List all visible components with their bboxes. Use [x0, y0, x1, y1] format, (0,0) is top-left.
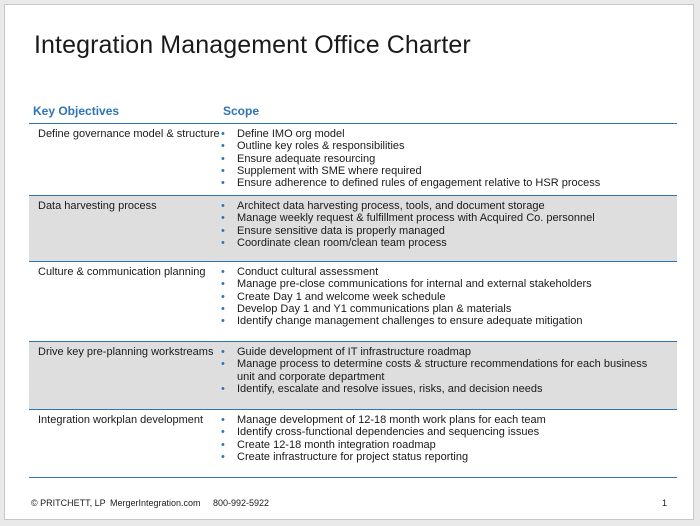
table-row [29, 342, 677, 410]
scope-item: • Define IMO org model [220, 128, 665, 140]
scope-item: • Conduct cultural assessment [220, 266, 665, 278]
charter-table [29, 103, 677, 478]
scope-item: • Guide development of IT infrastructure roadmap [220, 346, 665, 358]
scope-item: • Architect data harvesting process, tools, and document storage [220, 200, 665, 212]
footer-page-number: 1 [662, 498, 668, 508]
scope-item: • Ensure sensitive data is properly managed [220, 225, 665, 237]
scope-item: • Manage weekly request & fulfillment process with Acquired Co. personnel [220, 212, 665, 224]
scope-item: • Create infrastructure for project status reporting [220, 451, 665, 463]
scope-item: • Coordinate clean room/clean team process [220, 237, 665, 249]
objective-cell: Define governance model & structure [38, 128, 220, 140]
scope-item: • Develop Day 1 and Y1 communications plan & materials [220, 303, 665, 315]
scope-item: • Manage process to determine costs & structure recommendations for each business unit and corporate department [220, 358, 665, 383]
scope-list [220, 414, 665, 463]
slide [4, 4, 694, 520]
table-header [29, 103, 677, 124]
objective-cell: Drive key pre-planning workstreams [38, 346, 214, 358]
scope-item: • Identify, escalate and resolve issues, risks, and decision needs [220, 383, 665, 395]
scope-list [220, 266, 665, 327]
footer-phone: 800-992-5922 [213, 498, 270, 508]
scope-list [220, 346, 665, 395]
objective-cell: Data harvesting process [38, 200, 157, 212]
scope-item: • Supplement with SME where required [220, 165, 665, 177]
header-scope: Scope [223, 104, 260, 118]
objective-cell: Culture & communication planning [38, 266, 206, 278]
table-row [29, 124, 677, 196]
header-key-objectives: Key Objectives [33, 104, 120, 118]
scope-list [220, 128, 665, 189]
scope-item: • Ensure adherence to defined rules of engagement relative to HSR process [220, 177, 665, 189]
scope-item: • Ensure adequate resourcing [220, 153, 665, 165]
scope-item: • Manage pre-close communications for internal and external stakeholders [220, 278, 665, 290]
scope-item: • Manage development of 12-18 month work plans for each team [220, 414, 665, 426]
scope-item: • Create Day 1 and welcome week schedule [220, 291, 665, 303]
slide-title: Integration Management Office Charter [34, 31, 471, 59]
objective-cell: Integration workplan development [38, 414, 204, 426]
slide-footer [5, 498, 693, 512]
scope-item: • Outline key roles & responsibilities [220, 140, 665, 152]
table-row [29, 196, 677, 262]
scope-item: • Identify change management challenges to ensure adequate mitigation [220, 315, 665, 327]
footer-copyright: © PRITCHETT, LP [31, 498, 106, 508]
scope-item: • Identify cross-functional dependencies and sequencing issues [220, 426, 665, 438]
scope-list [220, 200, 665, 249]
table-row [29, 410, 677, 478]
table-row [29, 262, 677, 342]
footer-website: MergerIntegration.com [110, 498, 201, 508]
scope-item: • Create 12-18 month integration roadmap [220, 439, 665, 451]
